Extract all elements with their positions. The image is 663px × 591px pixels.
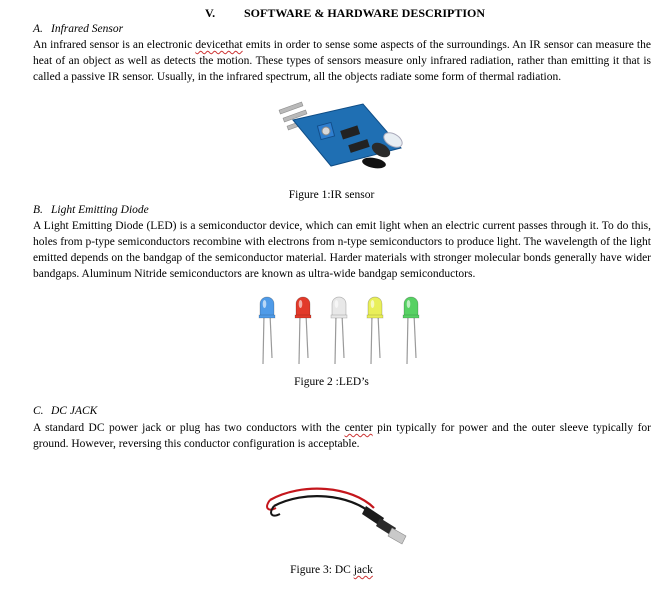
figure-3-caption: Figure 3: DC jack: [290, 564, 373, 576]
led-4: [367, 297, 383, 364]
subsection-heading-dc: C. DC JACK: [33, 405, 98, 417]
led-3: [331, 297, 347, 364]
section-title: SOFTWARE & HARDWARE DESCRIPTION: [244, 6, 486, 20]
subsection-title-dc: DC JACK: [51, 405, 98, 417]
led-image: [255, 296, 425, 368]
subsection-heading-led: B. Light Emitting Diode: [33, 204, 149, 216]
led-2: [295, 297, 311, 364]
subsection-title-led: Light Emitting Diode: [51, 204, 149, 216]
subsection-heading-ir: A. Infrared Sensor: [33, 23, 124, 35]
led-1: [259, 297, 275, 364]
paragraph-dc: A standard DC power jack or plug has two conductors with the center pin typically for power and the outer sleeve typically for ground. However, reversing this conductor configuration is acceptable.: [33, 422, 651, 450]
paragraph-ir: An infrared sensor is an electronic devicethat emits in order to sense some aspects of the surroundings. An IR sensor can measure the heat of an object as well as detects the motion. These types of sensors measure only infrared radiation, rather than emitting it that is called a passive IR sensor. Usually, in the infrared spectrum, all the objects radiate some form of thermal radiation.: [33, 39, 651, 83]
paragraph-led: A Light Emitting Diode (LED) is a semiconductor device, which can emit light when an electric current passes through it. To do this, holes from p-type semiconductors recombine with electrons from n-type semiconductors to produce light. The wavelength of the light emitted depends on the bandgap of the semiconductor material. Harder materials with stronger molecular bonds generally have wider bandgaps. Aluminum Nitride semiconductors are known as ultra-wide bandgap semiconductors.: [33, 220, 651, 280]
led-5: [403, 297, 419, 364]
figure-2-caption: Figure 2 :LED’s: [294, 376, 369, 388]
section-number: V.: [205, 6, 216, 20]
figure-1-caption: Figure 1:IR sensor: [288, 189, 375, 201]
ir-sensor-image: [265, 98, 415, 178]
subsection-title-ir: Infrared Sensor: [51, 23, 124, 35]
dc-jack-image: [262, 478, 412, 550]
